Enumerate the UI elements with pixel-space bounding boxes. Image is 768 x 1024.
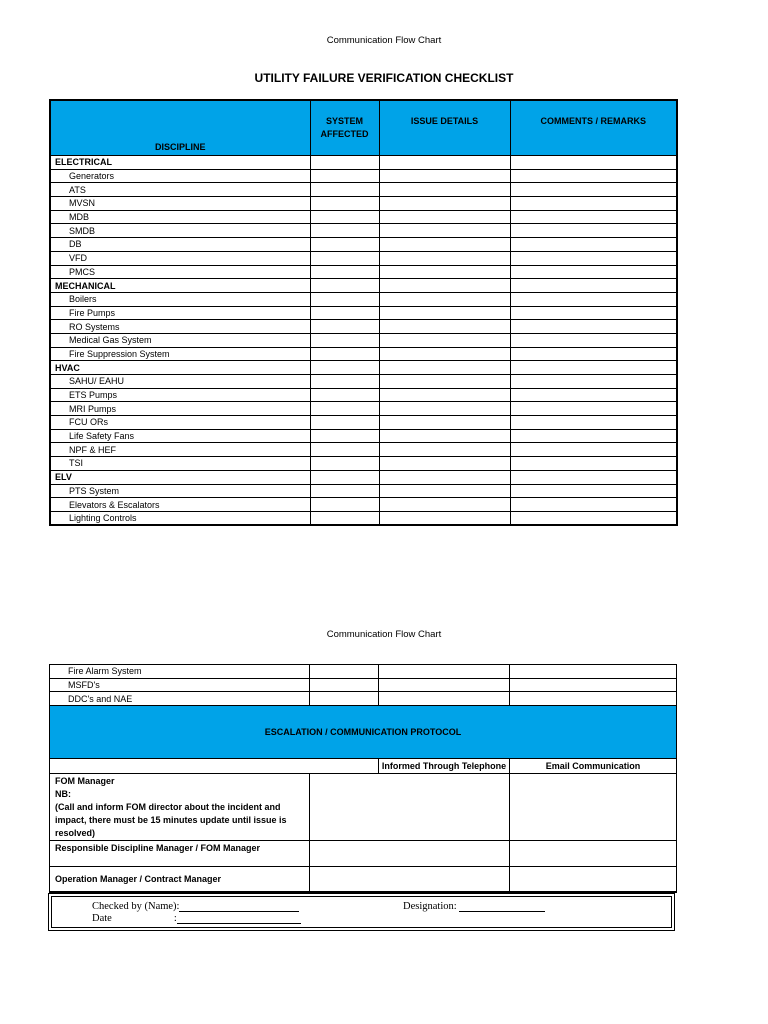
table-row xyxy=(50,197,677,211)
section-label: HVAC xyxy=(50,361,310,375)
discipline-item: SMDB xyxy=(50,224,310,238)
comments-cell[interactable] xyxy=(510,429,677,443)
issue-details-cell[interactable] xyxy=(379,511,510,525)
system-affected-cell[interactable] xyxy=(310,238,379,252)
issue-details-cell[interactable] xyxy=(379,361,510,375)
section-row xyxy=(50,470,677,484)
system-affected-cell[interactable] xyxy=(310,511,379,525)
section-row xyxy=(50,156,677,170)
discipline-item: DDC's and NAE xyxy=(50,692,310,706)
table-row xyxy=(50,375,677,389)
table-row xyxy=(50,402,677,416)
table-row xyxy=(50,692,677,706)
issue-details-cell[interactable] xyxy=(379,210,510,224)
table-row xyxy=(50,210,677,224)
table-row xyxy=(50,251,677,265)
table-row xyxy=(50,498,677,512)
table-row xyxy=(50,292,677,306)
system-affected-cell[interactable] xyxy=(310,678,379,692)
checklist-body xyxy=(50,156,677,526)
system-affected-cell[interactable] xyxy=(310,279,379,293)
system-affected-cell[interactable] xyxy=(310,361,379,375)
fom-manager-label: FOM Manager xyxy=(55,776,115,787)
comments-cell[interactable] xyxy=(510,210,677,224)
system-affected-cell[interactable] xyxy=(310,498,379,512)
comments-cell[interactable] xyxy=(510,238,677,252)
table-row xyxy=(50,457,677,471)
comments-cell[interactable] xyxy=(510,692,677,706)
issue-details-cell[interactable] xyxy=(379,375,510,389)
telephone-header: Informed Through Telephone xyxy=(379,759,510,774)
discipline-item: DB xyxy=(50,238,310,252)
comments-cell[interactable] xyxy=(510,183,677,197)
discipline-item: Lighting Controls xyxy=(50,511,310,525)
comments-header: COMMENTS / REMARKS xyxy=(510,100,677,156)
discipline-header: DISCIPLINE xyxy=(50,100,310,156)
responsible-manager-label: Responsible Discipline Manager / FOM Manager xyxy=(50,841,310,867)
telephone-cell[interactable] xyxy=(310,774,510,841)
issue-details-cell[interactable] xyxy=(379,388,510,402)
checked-by-row xyxy=(92,901,299,912)
comments-cell[interactable] xyxy=(510,375,677,389)
table-row xyxy=(50,183,677,197)
discipline-item: Fire Pumps xyxy=(50,306,310,320)
system-affected-cell[interactable] xyxy=(310,224,379,238)
designation-label: Designation: xyxy=(403,901,457,912)
comments-cell[interactable] xyxy=(510,498,677,512)
issue-details-cell[interactable] xyxy=(379,347,510,361)
system-affected-cell[interactable] xyxy=(310,197,379,211)
issue-details-cell[interactable] xyxy=(379,169,510,183)
system-affected-cell[interactable] xyxy=(310,457,379,471)
issue-details-cell[interactable] xyxy=(379,333,510,347)
table-row xyxy=(50,169,677,183)
table-row xyxy=(50,347,677,361)
comments-cell[interactable] xyxy=(510,388,677,402)
issue-details-cell[interactable] xyxy=(379,183,510,197)
email-cell[interactable] xyxy=(510,867,677,892)
fom-manager-row xyxy=(50,774,677,841)
checked-by-line[interactable] xyxy=(179,911,299,912)
system-affected-cell[interactable] xyxy=(310,443,379,457)
system-affected-cell[interactable] xyxy=(310,416,379,430)
issue-details-cell[interactable] xyxy=(379,678,510,692)
escalation-table xyxy=(49,664,677,893)
comments-cell[interactable] xyxy=(510,347,677,361)
comments-cell[interactable] xyxy=(510,320,677,334)
date-colon: : xyxy=(173,913,177,924)
discipline-item: ATS xyxy=(50,183,310,197)
discipline-item: FCU ORs xyxy=(50,416,310,430)
comments-cell[interactable] xyxy=(510,402,677,416)
issue-details-cell[interactable] xyxy=(379,279,510,293)
comments-cell[interactable] xyxy=(510,511,677,525)
fom-manager-cell xyxy=(50,774,310,841)
comments-cell[interactable] xyxy=(510,197,677,211)
issue-details-cell[interactable] xyxy=(379,665,510,679)
table-row xyxy=(50,511,677,525)
checklist-table xyxy=(49,99,678,526)
issue-details-header: ISSUE DETAILS xyxy=(379,100,510,156)
email-cell[interactable] xyxy=(510,841,677,867)
issue-details-cell[interactable] xyxy=(379,265,510,279)
discipline-item: Fire Alarm System xyxy=(50,665,310,679)
system-affected-cell[interactable] xyxy=(310,333,379,347)
table-row xyxy=(50,678,677,692)
issue-details-cell[interactable] xyxy=(379,251,510,265)
system-affected-cell[interactable] xyxy=(310,375,379,389)
discipline-item: Life Safety Fans xyxy=(50,429,310,443)
telephone-cell[interactable] xyxy=(310,841,510,867)
issue-details-cell[interactable] xyxy=(379,197,510,211)
comments-cell[interactable] xyxy=(510,224,677,238)
discipline-item: VFD xyxy=(50,251,310,265)
section-row xyxy=(50,279,677,293)
email-cell[interactable] xyxy=(510,774,677,841)
issue-details-cell[interactable] xyxy=(379,402,510,416)
comments-cell[interactable] xyxy=(510,470,677,484)
issue-details-cell[interactable] xyxy=(379,470,510,484)
table-row xyxy=(50,265,677,279)
system-affected-cell[interactable] xyxy=(310,265,379,279)
system-affected-cell[interactable] xyxy=(310,470,379,484)
section-label: ELV xyxy=(50,470,310,484)
system-affected-cell[interactable] xyxy=(310,156,379,170)
discipline-item: MSFD's xyxy=(50,678,310,692)
system-affected-cell[interactable] xyxy=(310,665,379,679)
comments-cell[interactable] xyxy=(510,443,677,457)
table-row xyxy=(50,238,677,252)
date-label: Date xyxy=(92,913,112,924)
system-affected-cell[interactable] xyxy=(310,169,379,183)
comments-cell[interactable] xyxy=(510,169,677,183)
comments-cell[interactable] xyxy=(510,306,677,320)
signature-box xyxy=(48,893,675,931)
fom-note: (Call and inform FOM director about the incident and impact, there must be 15 minutes update until issue is resolved) xyxy=(55,802,287,839)
issue-details-cell[interactable] xyxy=(379,416,510,430)
system-affected-cell[interactable] xyxy=(310,306,379,320)
date-row xyxy=(92,913,301,924)
discipline-item: SAHU/ EAHU xyxy=(50,375,310,389)
operation-manager-label: Operation Manager / Contract Manager xyxy=(50,867,310,892)
comments-cell[interactable] xyxy=(510,457,677,471)
page2-header: Communication Flow Chart xyxy=(326,629,442,640)
table-row xyxy=(50,333,677,347)
table-row xyxy=(50,665,677,679)
escalation-header-row xyxy=(50,706,677,759)
escalation-title: ESCALATION / COMMUNICATION PROTOCOL xyxy=(50,706,677,759)
comments-cell[interactable] xyxy=(510,265,677,279)
telephone-cell[interactable] xyxy=(310,867,510,892)
table-row xyxy=(50,320,677,334)
issue-details-cell[interactable] xyxy=(379,320,510,334)
comments-cell[interactable] xyxy=(510,156,677,170)
comments-cell[interactable] xyxy=(510,484,677,498)
system-affected-header: SYSTEM AFFECTED xyxy=(310,100,379,156)
discipline-item: RO Systems xyxy=(50,320,310,334)
protocol-column-header-row xyxy=(50,759,677,774)
comments-cell[interactable] xyxy=(510,333,677,347)
system-affected-cell[interactable] xyxy=(310,320,379,334)
discipline-item: Boilers xyxy=(50,292,310,306)
issue-details-cell[interactable] xyxy=(379,498,510,512)
discipline-item: MVSN xyxy=(50,197,310,211)
table-row xyxy=(50,306,677,320)
signature-inner xyxy=(51,896,672,928)
system-affected-cell[interactable] xyxy=(310,292,379,306)
comments-cell[interactable] xyxy=(510,665,677,679)
system-affected-cell[interactable] xyxy=(310,402,379,416)
table-row xyxy=(50,443,677,457)
operation-manager-row xyxy=(50,867,677,892)
system-affected-cell[interactable] xyxy=(310,251,379,265)
date-line[interactable] xyxy=(177,923,301,924)
system-affected-cell[interactable] xyxy=(310,210,379,224)
discipline-item: TSI xyxy=(50,457,310,471)
system-affected-cell[interactable] xyxy=(310,183,379,197)
table-row xyxy=(50,484,677,498)
discipline-item: Fire Suppression System xyxy=(50,347,310,361)
system-affected-cell[interactable] xyxy=(310,429,379,443)
responsible-manager-row xyxy=(50,841,677,867)
discipline-item: Generators xyxy=(50,169,310,183)
designation-line[interactable] xyxy=(459,911,545,912)
page-header: Communication Flow Chart xyxy=(326,35,442,46)
system-affected-cell[interactable] xyxy=(310,692,379,706)
issue-details-cell[interactable] xyxy=(379,156,510,170)
issue-details-cell[interactable] xyxy=(379,484,510,498)
comments-cell[interactable] xyxy=(510,292,677,306)
blank-header-cell xyxy=(50,759,379,774)
section-label: MECHANICAL xyxy=(50,279,310,293)
discipline-item: MDB xyxy=(50,210,310,224)
discipline-item: Medical Gas System xyxy=(50,333,310,347)
table-row xyxy=(50,429,677,443)
discipline-item: Elevators & Escalators xyxy=(50,498,310,512)
checked-by-label: Checked by (Name): xyxy=(92,901,180,912)
comments-cell[interactable] xyxy=(510,416,677,430)
designation-row xyxy=(403,901,545,912)
fom-nb-label: NB: xyxy=(55,789,71,800)
discipline-item: PMCS xyxy=(50,265,310,279)
table-header-row xyxy=(50,100,677,156)
discipline-item: NPF & HEF xyxy=(50,443,310,457)
page-title: UTILITY FAILURE VERIFICATION CHECKLIST xyxy=(254,71,514,85)
table-row xyxy=(50,224,677,238)
system-affected-cell[interactable] xyxy=(310,388,379,402)
issue-details-cell[interactable] xyxy=(379,306,510,320)
discipline-item: PTS System xyxy=(50,484,310,498)
table-row xyxy=(50,388,677,402)
comments-cell[interactable] xyxy=(510,251,677,265)
comments-cell[interactable] xyxy=(510,361,677,375)
system-affected-cell[interactable] xyxy=(310,347,379,361)
email-header: Email Communication xyxy=(510,759,677,774)
issue-details-cell[interactable] xyxy=(379,443,510,457)
section-label: ELECTRICAL xyxy=(50,156,310,170)
issue-details-cell[interactable] xyxy=(379,224,510,238)
issue-details-cell[interactable] xyxy=(379,429,510,443)
discipline-item: MRI Pumps xyxy=(50,402,310,416)
issue-details-cell[interactable] xyxy=(379,692,510,706)
system-affected-cell[interactable] xyxy=(310,484,379,498)
discipline-item: ETS Pumps xyxy=(50,388,310,402)
table-row xyxy=(50,416,677,430)
issue-details-cell[interactable] xyxy=(379,457,510,471)
comments-cell[interactable] xyxy=(510,678,677,692)
comments-cell[interactable] xyxy=(510,279,677,293)
issue-details-cell[interactable] xyxy=(379,238,510,252)
issue-details-cell[interactable] xyxy=(379,292,510,306)
section-row xyxy=(50,361,677,375)
